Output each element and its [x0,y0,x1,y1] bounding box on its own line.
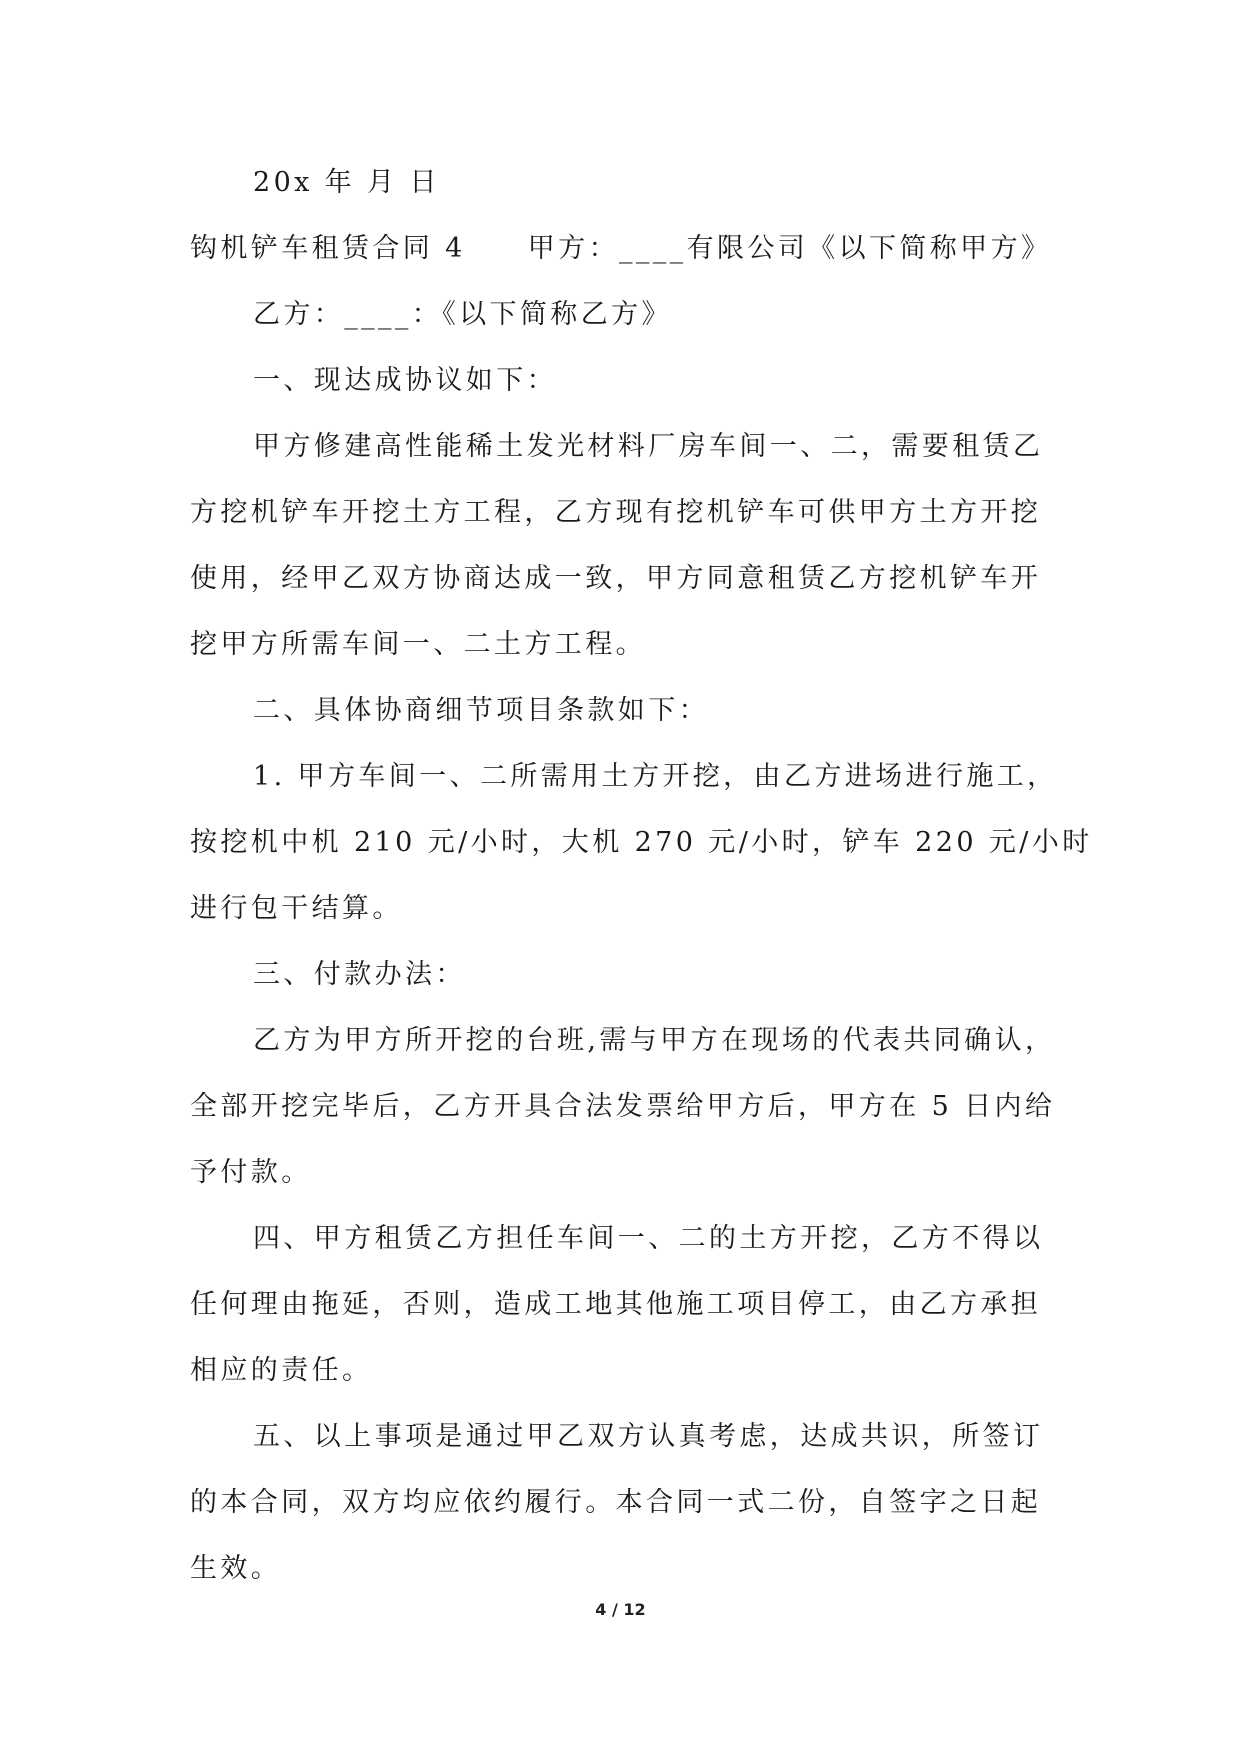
paragraph-1-line: 使用，经甲乙双方协商达成一致，甲方同意租赁乙方挖机铲车开 [190,563,1042,594]
paragraph-5-line: 的本合同，双方均应依约履行。本合同一式二份，自签字之日起 [190,1487,1042,1518]
paragraph-4-line: 相应的责任。 [190,1355,373,1386]
paragraph-1-line: 方挖机铲车开挖土方工程，乙方现有挖机铲车可供甲方土方开挖 [190,497,1042,528]
section-1-heading: 一、现达成协议如下： [253,365,557,396]
title-row [190,216,1070,282]
paragraph-3-line: 予付款。 [190,1157,312,1188]
section-3-heading: 三、付款办法： [253,959,466,990]
paragraph-5-line: 五、以上事项是通过甲乙双方认真考虑，达成共识，所签订 [253,1421,1044,1452]
date-line: 20x 年 月 日 [253,167,440,198]
paragraph-4-line: 四、甲方租赁乙方担任车间一、二的土方开挖，乙方不得以 [253,1223,1044,1254]
paragraph-1-line: 甲方修建高性能稀土发光材料厂房车间一、二，需要租赁乙 [253,431,1044,462]
item-1-line: 1. 甲方车间一、二所需用土方开挖，由乙方进场进行施工， [253,761,1058,792]
page-number: 4 / 12 [595,1600,646,1619]
party-a-line: 甲方：____有限公司《以下简称甲方》 [527,233,1052,264]
section-2-heading: 二、具体协商细节项目条款如下： [253,695,709,726]
party-b-line: 乙方：____：《以下简称乙方》 [253,299,672,330]
paragraph-3-line: 乙方为甲方所开挖的台班,需与甲方在现场的代表共同确认， [253,1025,1056,1056]
item-1-line: 按挖机中机 210 元/小时，大机 270 元/小时，铲车 220 元/小时 [190,827,1093,858]
paragraph-4-line: 任何理由拖延，否则，造成工地其他施工项目停工，由乙方承担 [190,1289,1042,1320]
paragraph-1-line: 挖甲方所需车间一、二土方工程。 [190,629,646,660]
paragraph-3-line: 全部开挖完毕后，乙方开具合法发票给甲方后，甲方在 5 日内给 [190,1091,1056,1122]
item-1-line: 进行包干结算。 [190,893,403,924]
document-body [190,150,1093,1602]
contract-title: 钩机铲车租赁合同 4 [190,233,466,264]
paragraph-5-line: 生效。 [190,1553,282,1584]
